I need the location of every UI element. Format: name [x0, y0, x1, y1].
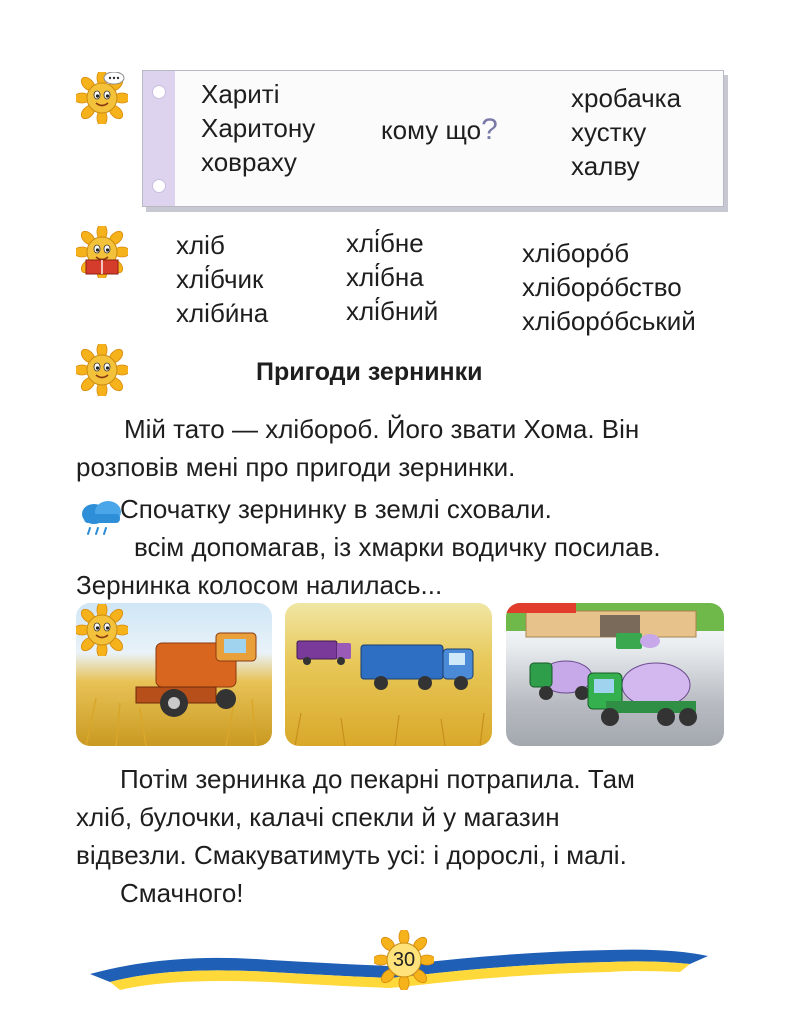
question-mark-icon: ?: [481, 113, 498, 146]
card-word: хустку: [571, 117, 647, 147]
photo-mixer-trucks: [506, 603, 724, 746]
word: хлі́бна: [346, 262, 424, 292]
paragraph-line: Потім зернинка до пекарні потрапила. Там: [120, 764, 635, 794]
card-word: Хариті: [201, 79, 280, 109]
page-number: 30: [392, 949, 416, 971]
word: хліборо́б: [522, 238, 630, 268]
card-word: Харитону: [201, 113, 316, 143]
word: хліби́на: [176, 298, 269, 328]
word-column-3: [522, 236, 696, 338]
card-question: [381, 113, 498, 147]
word-column-1: [176, 228, 268, 330]
photo-grain-trucks: [285, 603, 492, 746]
card-binding-strip: [143, 71, 175, 206]
paragraph-line: Смачного!: [120, 878, 244, 908]
story-title: Пригоди зернинки: [256, 358, 483, 386]
card-word: хробачка: [571, 83, 682, 113]
binding-hole: [152, 179, 166, 193]
paragraph-line: всім допомагав, із хмарки водичку посилав.: [134, 532, 661, 562]
paragraph-line: Спочатку зернинку в землі сховали.: [120, 494, 552, 524]
word: хліборо́бський: [522, 306, 696, 336]
word: хліборо́бство: [522, 272, 682, 302]
paragraph-line: розповів мені про пригоди зернинки.: [76, 452, 516, 482]
rain-cloud-icon: [76, 498, 126, 542]
card-right-column: [571, 81, 681, 183]
paragraph-line: відвезли. Смакуватимуть усі: і дорослі, і малі.: [76, 840, 627, 870]
word: хлі́бчик: [176, 264, 264, 294]
word: хлі́бний: [346, 296, 439, 326]
paragraph-line: Мій тато — хлібороб. Його звати Хома. Він: [124, 414, 640, 444]
card-word: халву: [571, 151, 640, 181]
card-word: ховраху: [201, 147, 297, 177]
sunflower-icon: [76, 604, 128, 656]
paragraph-line: хліб, булочки, калачі спекли й у магазин: [76, 802, 560, 832]
word-card: [142, 70, 724, 207]
sunflower-icon: [76, 344, 128, 396]
word: хліб: [176, 230, 225, 260]
word-column-2: [346, 226, 438, 328]
sunflower-reading-icon: [76, 226, 128, 278]
sunflower-thinking-icon: [76, 72, 128, 124]
word: хлі́бне: [346, 228, 424, 258]
question-text: кому що: [381, 115, 482, 145]
paragraph-line: Зернинка колосом налилась...: [76, 570, 443, 600]
binding-hole: [152, 85, 166, 99]
card-left-column: [201, 77, 315, 179]
